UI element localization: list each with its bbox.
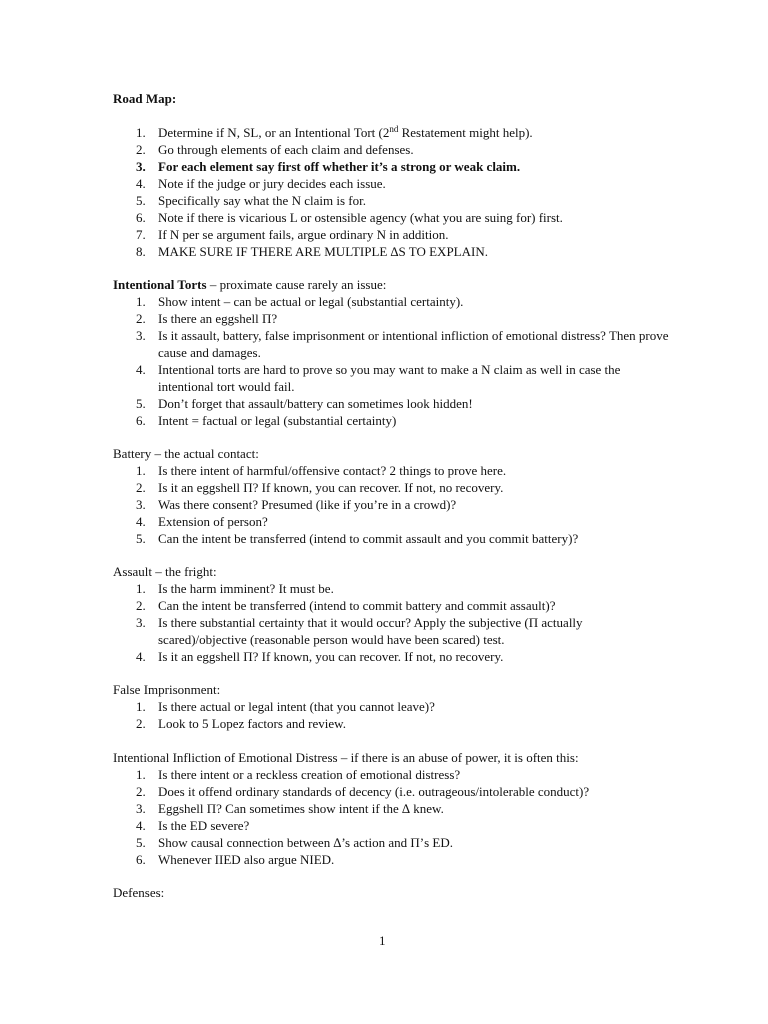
list-item: 5. Show causal connection between ∆’s action and Π’s ED.: [136, 835, 453, 850]
list-item: 1. Is the harm imminent? It must be.: [136, 581, 334, 596]
list-item: 2. Is it an eggshell Π? If known, you can recover. If not, no recovery.: [136, 480, 504, 495]
false-imprisonment-list: [113, 698, 673, 732]
intentional-torts-list: [113, 293, 673, 429]
list-item: 4. Is the ED severe?: [136, 818, 250, 833]
list-item: 6. Note if there is vicarious L or ostensible agency (what you are suing for) first.: [136, 210, 563, 225]
list-item: 4. Note if the judge or jury decides each issue.: [136, 176, 386, 191]
list-item: 8. MAKE SURE IF THERE ARE MULTIPLE ∆S TO EXPLAIN.: [136, 244, 488, 259]
list-item: 3. Was there consent? Presumed (like if you’re in a crowd)?: [136, 497, 457, 512]
list-item: 4. Intentional torts are hard to prove so you may want to make a N claim as well in case the intentional tort would fail.: [136, 362, 621, 394]
list-item: 1. Is there intent or a reckless creation of emotional distress?: [136, 767, 461, 782]
list-item: 7. If N per se argument fails, argue ordinary N in addition.: [136, 227, 449, 242]
intentional-torts-heading: Intentional Torts – proximate cause rarely an issue:: [113, 277, 387, 292]
list-item: 2. Does it offend ordinary standards of decency (i.e. outrageous/intolerable conduct)?: [136, 784, 590, 799]
list-item: 2. Look to 5 Lopez factors and review.: [136, 716, 346, 731]
roadmap-list: [113, 124, 673, 260]
assault-heading: Assault – the fright:: [113, 564, 217, 579]
list-item: 1. Determine if N, SL, or an Intentional Tort (2nd Restatement might help).: [136, 124, 533, 140]
battery-heading: Battery – the actual contact:: [113, 446, 259, 461]
battery-list: [113, 462, 673, 547]
page-number: 1: [379, 933, 386, 948]
list-item: 6. Whenever IIED also argue NIED.: [136, 852, 335, 867]
list-item: 2. Can the intent be transferred (intend to commit battery and commit assault)?: [136, 598, 556, 613]
list-item: 4. Is it an eggshell Π? If known, you can recover. If not, no recovery.: [136, 649, 504, 664]
list-item: 1. Show intent – can be actual or legal (substantial certainty).: [136, 294, 464, 309]
list-item: 1. Is there actual or legal intent (that you cannot leave)?: [136, 699, 435, 714]
assault-list: [113, 580, 673, 665]
list-item: 5. Specifically say what the N claim is for.: [136, 193, 366, 208]
list-item: 5. Can the intent be transferred (intend to commit assault and you commit battery)?: [136, 531, 579, 546]
defenses-heading: Defenses:: [113, 885, 165, 900]
list-item: 3. Eggshell Π? Can sometimes show intent if the ∆ knew.: [136, 801, 444, 816]
list-item: 2. Is there an eggshell Π?: [136, 311, 278, 326]
list-item: 4. Extension of person?: [136, 514, 268, 529]
list-item: 5. Don’t forget that assault/battery can sometimes look hidden!: [136, 396, 473, 411]
false-imprisonment-heading: False Imprisonment:: [113, 682, 221, 697]
list-item: 1. Is there intent of harmful/offensive contact? 2 things to prove here.: [136, 463, 507, 478]
iied-heading: Intentional Infliction of Emotional Distress – if there is an abuse of power, it is often this:: [113, 750, 579, 765]
list-item: 2. Go through elements of each claim and defenses.: [136, 142, 414, 157]
iied-list: [113, 766, 673, 868]
list-item: 3. Is there substantial certainty that it would occur? Apply the subjective (Π actually scared)/objective (reasonable person would have been scared) test.: [136, 615, 583, 647]
list-item: 6. Intent = factual or legal (substantial certainty): [136, 413, 397, 428]
roadmap-title: Road Map:: [113, 91, 177, 106]
list-item: 3. For each element say first off whether it’s a strong or weak claim.: [136, 159, 521, 174]
list-item: 3. Is it assault, battery, false imprisonment or intentional infliction of emotional distress? Then prove cause and damages.: [136, 328, 669, 360]
